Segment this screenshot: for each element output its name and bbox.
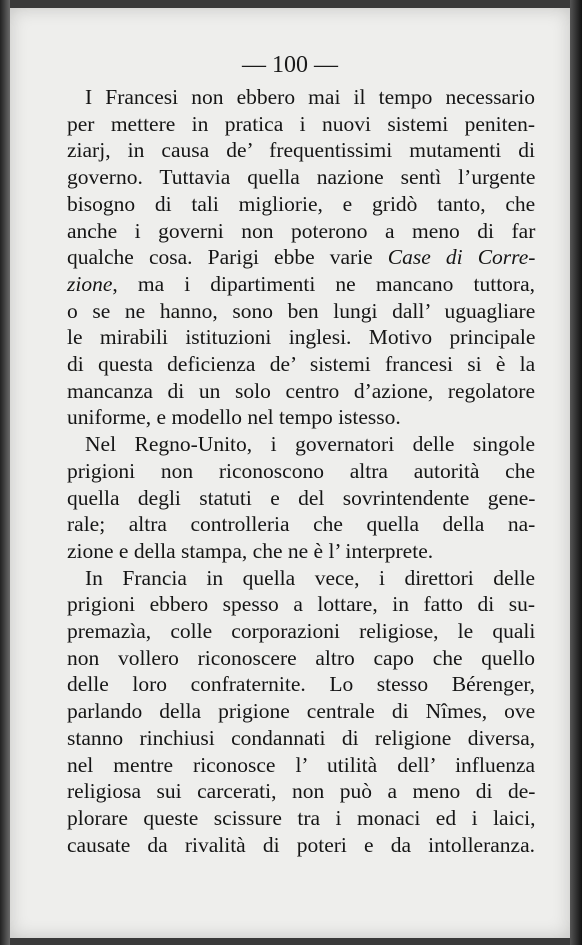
body-text [67, 84, 535, 858]
text-line: In Francia in quella vece, i direttori delle [85, 565, 536, 590]
text-line: delle loro confraternite. Lo stesso Bérenger, [67, 672, 536, 697]
italic-segment: zione [67, 271, 113, 296]
page-number: — 100 — [242, 52, 338, 78]
text-line: bisogno di tali migliorie, e gridò tanto, che [67, 191, 536, 216]
text-line: nel mentre riconosce l’ utilità dell’ influenza [67, 752, 536, 777]
text-line [67, 244, 535, 271]
text-line: di questa deficienza de’ sistemi francesi si è la [67, 352, 536, 377]
text-line: stanno rinchiusi condannati di religione diversa, [67, 725, 536, 750]
text-line: plorare queste scissure tra i monaci ed i laici, [67, 805, 536, 830]
scan-right-edge [570, 0, 582, 945]
text-line: le mirabili istituzioni inglesi. Motivo principale [67, 325, 536, 350]
text-line: per mettere in pratica i nuovi sistemi peniten- [67, 111, 536, 136]
text-line: causate da rivalità di poteri e da intolleranza. [67, 832, 535, 857]
text-line: parlando della prigione centrale di Nîmes, ove [67, 699, 536, 724]
text-line: religiosa sui carcerati, non può a meno di de- [67, 779, 536, 804]
text-line: zione e della stampa, che ne è l’ interprete. [67, 538, 434, 563]
text-line: prigioni ebbero spesso a lottare, in fatto di su- [67, 592, 535, 617]
text-segment: , ma i dipartimenti ne mancano tuttora, [112, 271, 535, 296]
scan-left-edge [0, 0, 10, 945]
text-line: non vollero riconoscere altro capo che quello [67, 645, 536, 670]
text-line: I Francesi non ebbero mai il tempo necessario [85, 85, 535, 109]
text-line: quella degli statuti e del sovrintendente gene- [67, 485, 536, 510]
text-line: Nel Regno-Unito, i governatori delle singole [85, 432, 535, 457]
text-line: o se ne hanno, sono ben lungi dall’ uguagliare [67, 298, 536, 323]
book-page [10, 8, 570, 938]
text-line: premazìa, colle corporazioni religiose, le quali [67, 619, 536, 644]
text-line: anche i governi non poterono a meno di far [67, 218, 536, 243]
text-line: mancanza di un solo centro d’azione, regolatore [67, 378, 535, 403]
text-line: ziarj, in causa de’ frequentissimi mutamenti di [67, 138, 535, 163]
text-line: uniforme, e modello nel tempo istesso. [67, 405, 401, 430]
text-line: governo. Tuttavia quella nazione sentì l’urgente [67, 165, 536, 190]
italic-segment: Case di Corre- [387, 245, 536, 270]
text-line: prigioni non riconoscono altra autorità che [67, 458, 535, 483]
text-line: rale; altra controlleria che quella della na- [67, 512, 536, 537]
text-line [67, 271, 535, 298]
text-segment: qualche cosa. Parigi ebbe varie [67, 245, 388, 270]
